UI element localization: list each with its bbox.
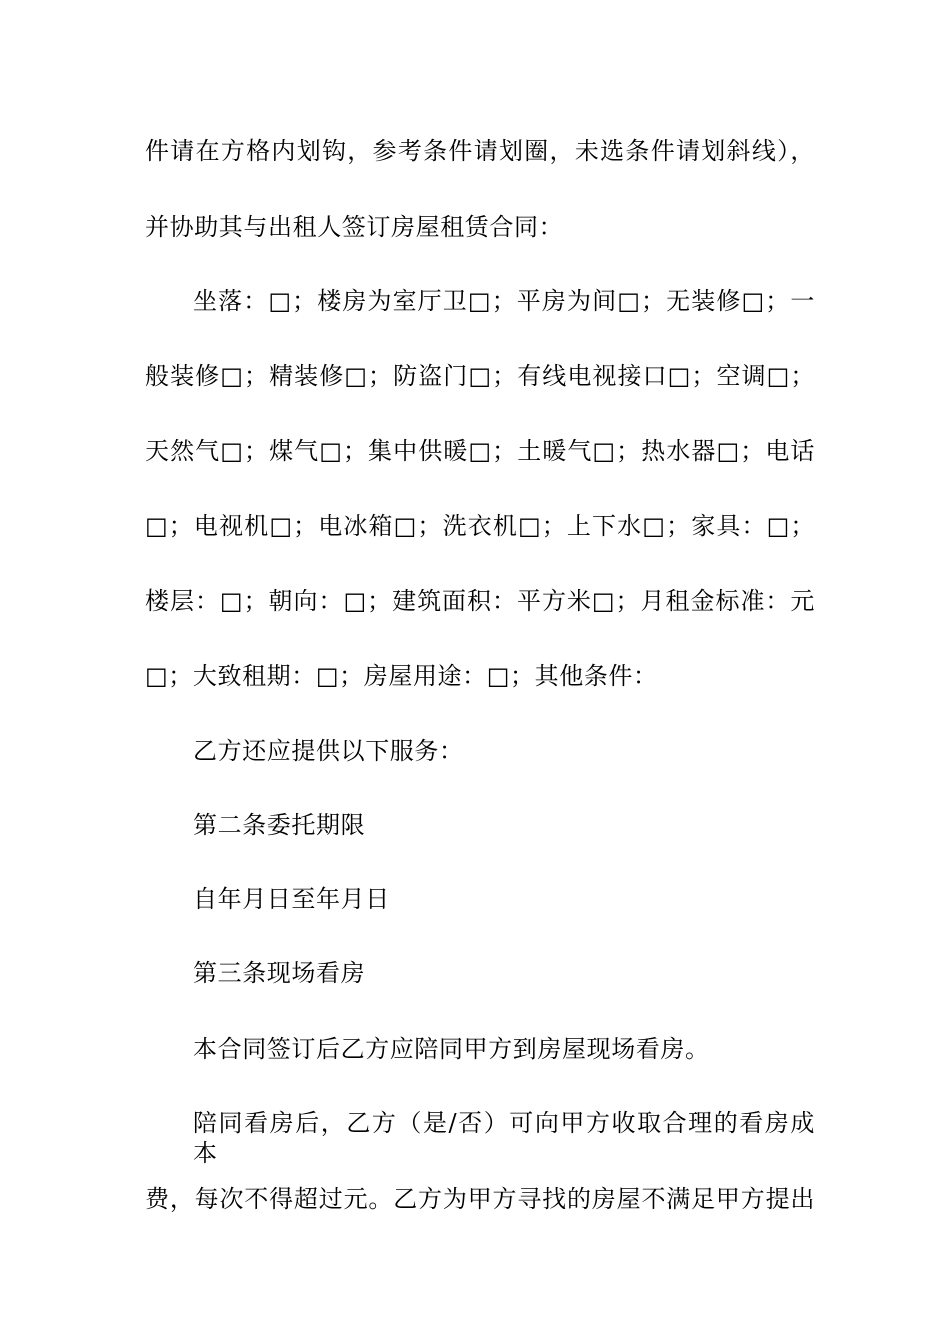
text-line-8: □；大致租期：□；房屋用途：□；其他条件：	[145, 662, 658, 690]
section-heading-article-2: 第二条委托期限	[193, 811, 366, 839]
text-line-15: 费，每次不得超过元。乙方为甲方寻找的房屋不满足甲方提出	[145, 1185, 815, 1213]
section-heading-article-3: 第三条现场看房	[193, 959, 366, 987]
text-line-1: 件请在方格内划钩，参考条件请划圈，未选条件请划斜线），	[145, 137, 815, 165]
text-line-9: 乙方还应提供以下服务：	[193, 737, 464, 765]
text-line-6: □；电视机□；电冰箱□；洗衣机□；上下水□；家具：□；	[145, 512, 815, 540]
text-line-4: 般装修□；精装修□；防盗门□；有线电视接口□；空调□；	[145, 362, 815, 390]
text-line-5: 天然气□；煤气□；集中供暖□；土暖气□；热水器□；电话	[145, 437, 815, 465]
text-line-3: 坐落：□；楼房为室厅卫□；平房为间□；无装修□；一	[193, 287, 815, 315]
text-line-7: 楼层：□；朝向：□；建筑面积：平方米□；月租金标准：元	[145, 587, 815, 615]
text-line-11: 自年月日至年月日	[193, 885, 390, 913]
text-line-14: 陪同看房后，乙方（是/否）可向甲方收取合理的看房成本	[193, 1109, 815, 1167]
text-line-2: 并协助其与出租人签订房屋租赁合同：	[145, 213, 564, 241]
text-line-13: 本合同签订后乙方应陪同甲方到房屋现场看房。	[193, 1035, 710, 1063]
